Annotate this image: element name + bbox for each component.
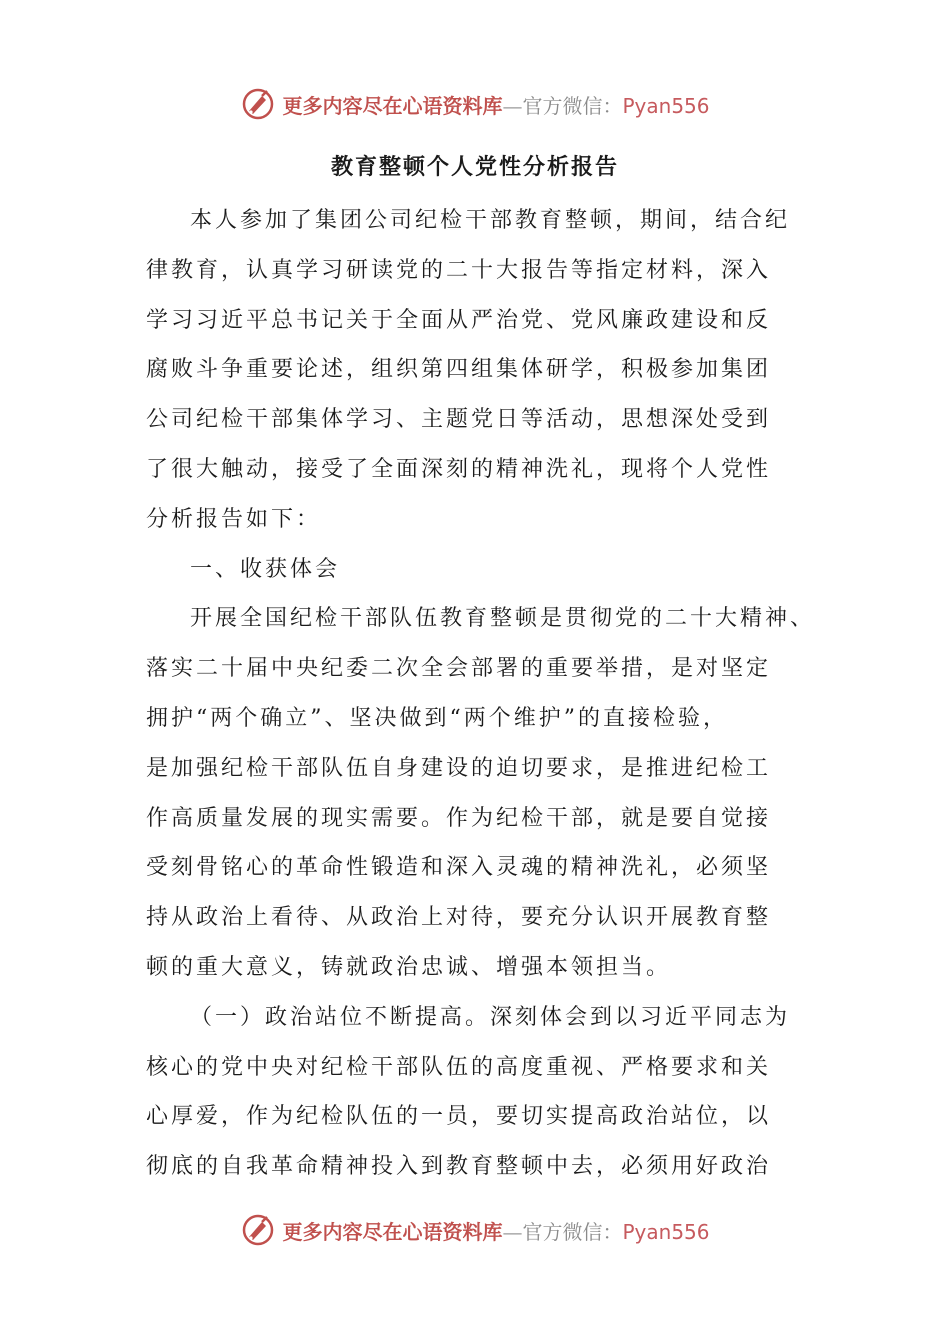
text-line: 腐败斗争重要论述，组织第四组集体研学，积极参加集团 (146, 357, 772, 383)
text-line: （一）政治站位不断提高。深刻体会到以习近平同志为 (190, 1004, 791, 1030)
text-line: 公司纪检干部集体学习、主题党日等活动，思想深处受到 (146, 407, 772, 433)
banner-brand: 更多内容尽在心语资料库 (282, 1219, 503, 1244)
text-line: 开展全国纪检干部队伍教育整顿是贯彻党的二十大精神、 (190, 606, 816, 632)
text-line: 律教育，认真学习研读党的二十大报告等指定材料，深入 (146, 257, 772, 283)
banner-brand: 更多内容尽在心语资料库 (282, 93, 503, 118)
banner-label: 官方微信： (522, 1219, 623, 1244)
text-line: 心厚爱，作为纪检队伍的一员，要切实提高政治站位，以 (146, 1104, 772, 1130)
text-line: 是加强纪检干部队伍自身建设的迫切要求，是推进纪检工 (146, 755, 772, 781)
pen-nib-logo-icon (240, 86, 276, 122)
text-line: 了很大触动，接受了全面深刻的精神洗礼，现将个人党性 (146, 456, 772, 482)
document-body (146, 196, 826, 1192)
banner-separator: — (502, 93, 523, 118)
document-title: 教育整顿个人党性分析报告 (330, 154, 619, 180)
banner-wechat-id: Pyan556 (622, 93, 710, 118)
header-watermark-banner (0, 82, 950, 126)
banner-text (282, 90, 709, 119)
text-line: 顿的重大意义，铸就政治忠诚、增强本领担当。 (146, 954, 672, 980)
banner-text (282, 1216, 709, 1245)
text-line: 学习习近平总书记关于全面从严治党、党风廉政建设和反 (146, 307, 772, 333)
text-line: 落实二十届中央纪委二次全会部署的重要举措，是对坚定 (146, 656, 772, 682)
text-line: 一、收获体会 (190, 556, 341, 582)
text-line: 持从政治上看待、从政治上对待，要充分认识开展教育整 (146, 905, 772, 931)
text-line: 分析报告如下： (146, 506, 322, 532)
pen-nib-logo-icon (240, 1212, 276, 1248)
text-line: 拥护“两个确立”、坚决做到“两个维护”的直接检验， (146, 705, 728, 731)
text-line: 本人参加了集团公司纪检干部教育整顿，期间，结合纪 (190, 208, 791, 233)
banner-separator: — (502, 1219, 523, 1244)
banner-label: 官方微信： (522, 93, 623, 118)
banner-wechat-id: Pyan556 (622, 1219, 710, 1244)
text-line: 核心的党中央对纪检干部队伍的高度重视、严格要求和关 (146, 1054, 772, 1080)
text-line: 彻底的自我革命精神投入到教育整顿中去，必须用好政治 (146, 1154, 772, 1180)
text-line: 作高质量发展的现实需要。作为纪检干部，就是要自觉接 (146, 805, 772, 831)
text-line: 受刻骨铭心的革命性锻造和深入灵魂的精神洗礼，必须坚 (146, 855, 772, 881)
footer-watermark-banner (0, 1208, 950, 1252)
